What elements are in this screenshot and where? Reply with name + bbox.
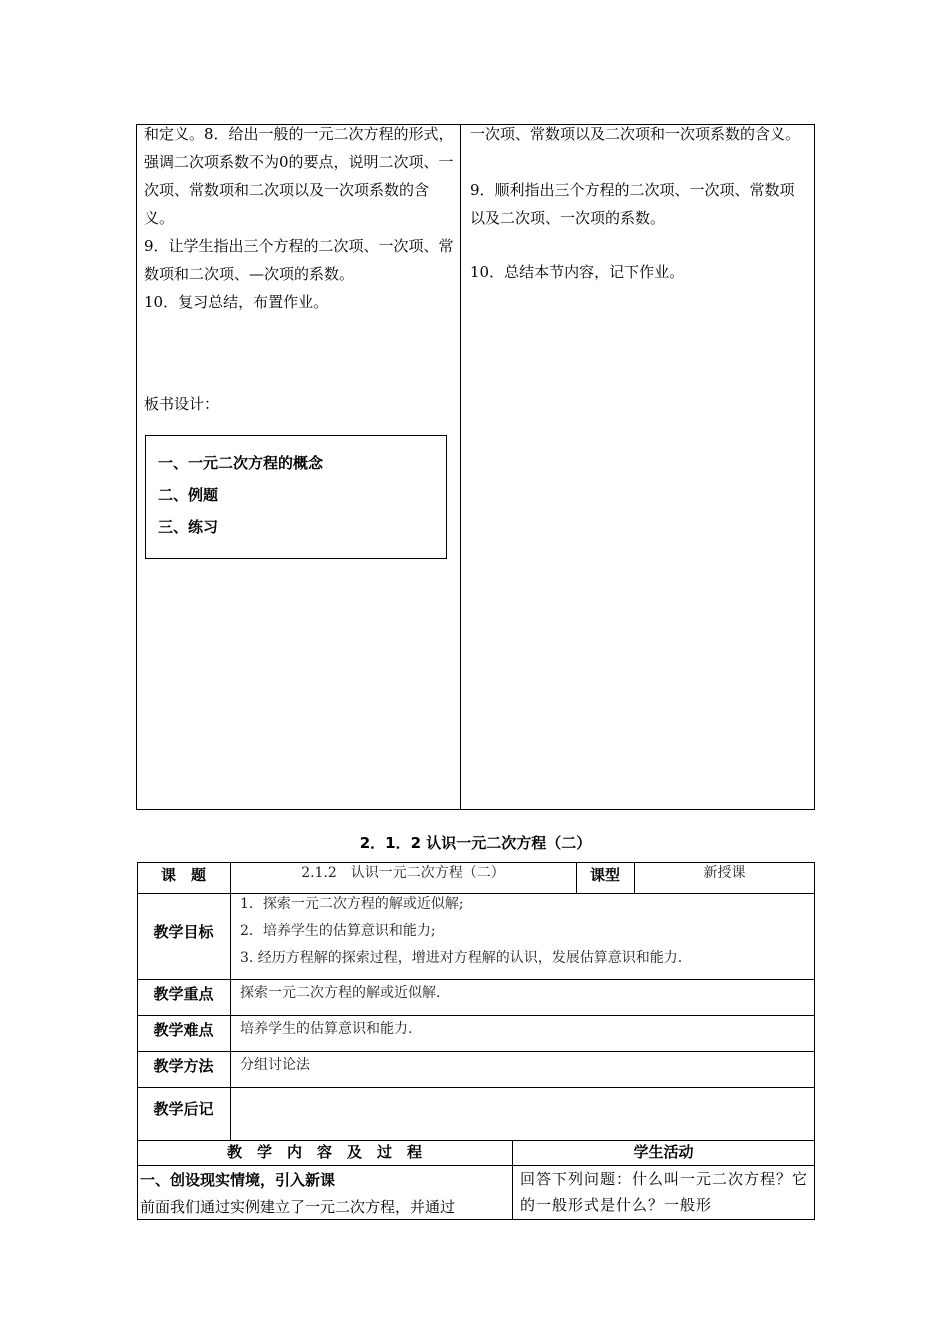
goals-label: 教学目标 (153, 923, 214, 941)
content-header: 教 学 内 容 及 过 程 (226, 1143, 422, 1161)
right-paragraph-meaning: 一次项、常数项以及二次项和一次项系数的含义。 (470, 125, 801, 143)
goal-item-3: 3. 经历方程解的探索过程，增进对方程解的认识，发展估算意识和能力. (240, 950, 683, 966)
difficulty-label: 教学难点 (153, 1021, 214, 1039)
type-value: 新授课 (703, 865, 746, 881)
row-divider (137, 1087, 815, 1088)
board-item-concept: 一、一元二次方程的概念 (158, 454, 324, 472)
method-label: 教学方法 (153, 1057, 214, 1075)
row-divider (137, 979, 815, 980)
row-divider (137, 1051, 815, 1052)
right-item-9: 9．顺利指出三个方程的二次项、一次项、常数项以及二次项、一次项的系数。 (470, 181, 795, 227)
left-item-9: 9．让学生指出三个方程的二次项、一次项、常数项和二次项、—次项的系数。 (144, 237, 454, 283)
method-value: 分组讨论法 (240, 1057, 310, 1073)
notes-label: 教学后记 (153, 1100, 214, 1118)
goal-item-2: 2．培养学生的估算意识和能力; (240, 923, 436, 939)
left-paragraph-definition: 和定义。8．给出一般的一元二次方程的形式，强调二次项系数不为0的要点，说明二次项、一次项、常数项和二次项以及一次项系数的含义。 (144, 125, 454, 227)
row-divider (137, 1015, 815, 1016)
goal-item-1: 1．探索一元二次方程的解或近似解; (240, 896, 464, 912)
board-design-label: 板书设计： (144, 395, 220, 413)
difficulty-value: 培养学生的估算意识和能力. (240, 1021, 413, 1037)
type-label: 课型 (589, 866, 620, 884)
board-item-exercises: 三、练习 (158, 518, 219, 536)
board-item-examples: 二、例题 (158, 486, 219, 504)
content-intro-text: 前面我们通过实例建立了一元二次方程，并通过 (140, 1198, 456, 1216)
focus-value: 探索一元二次方程的解或近似解. (240, 985, 441, 1001)
continued-table-divider (460, 124, 461, 810)
right-item-10: 10．总结本节内容，记下作业。 (470, 263, 685, 281)
activity-header: 学生活动 (633, 1143, 694, 1161)
focus-label: 教学重点 (153, 985, 214, 1003)
activity-text: 回答下列问题：什么叫一元二次方程？它的一般形式是什么？一般形 (520, 1170, 809, 1214)
label-column-divider (230, 862, 231, 1140)
topic-value: 2.1.2 认识一元二次方程（二） (301, 865, 505, 881)
content-intro-title: 一、创设现实情境，引入新课 (140, 1171, 336, 1189)
left-item-10: 10．复习总结，布置作业。 (144, 293, 329, 311)
topic-label: 课 题 (160, 866, 206, 884)
section-title: 2．1．2 认识一元二次方程（二） (359, 834, 592, 852)
row-divider (137, 893, 815, 894)
